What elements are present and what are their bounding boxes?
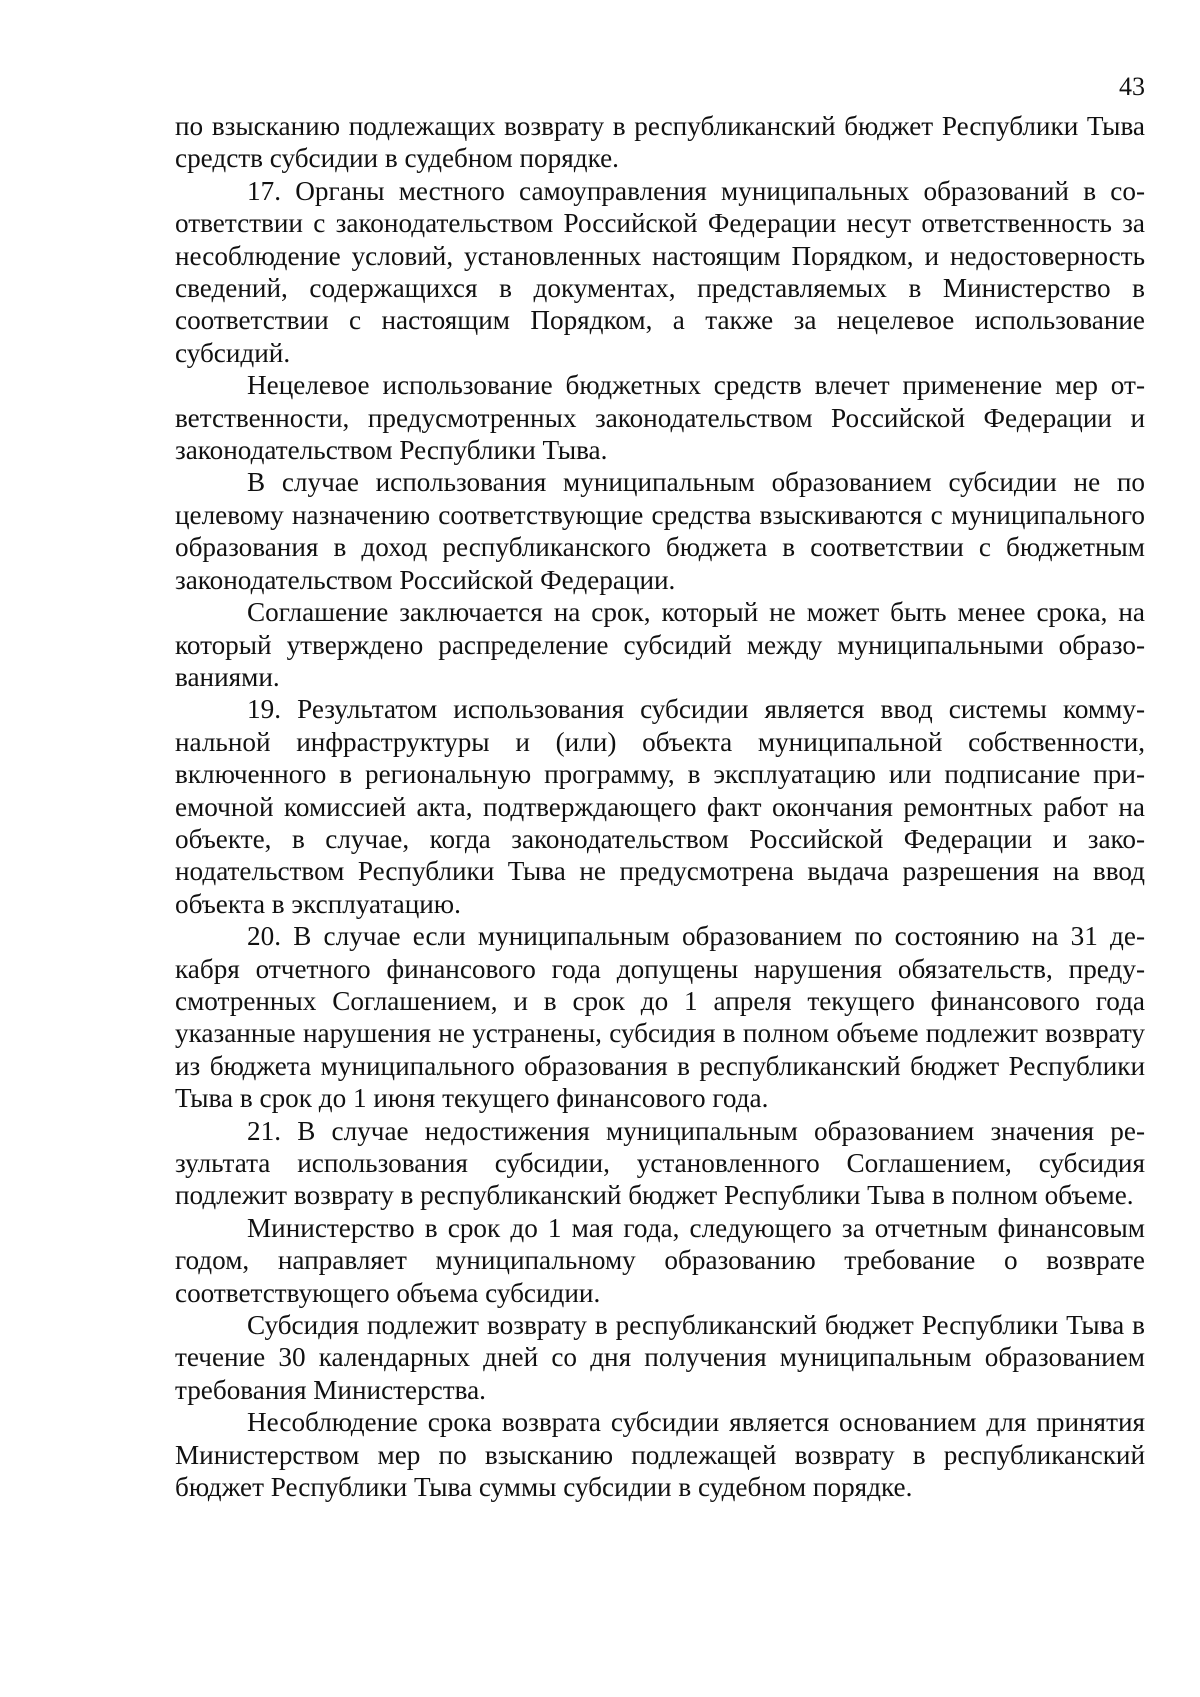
paragraph-continuation: по взысканию подлежащих возврату в республиканский бюджет Республики Тыва средств субсидии в судебном порядке. [175,111,1145,174]
paragraph-item-21: 21. В случае недостижения муниципальным образованием значения результата использования субсидии, установленного Соглашением, субсидия подлежит возврату в республиканский бюджет Республики Тыва в полном объеме. [175,1115,1145,1211]
paragraph-item-17: 17. Органы местного самоуправления муниципальных образований в соответствии с законодательством Российской Федерации несут ответственность за несоблюдение условий, установленных настоящим Порядком, и недостоверность сведений, содержащихся в документах, представляемых в Министерство в соответствии с настоящим Порядком, а также за нецелевое использование субсидий. [175,175,1145,368]
paragraph-misuse-liability: Нецелевое использование бюджетных средств влечет применение мер ответственности, предусмотренных законодательством Российской Федерации и законодательством Республики Тыва. [175,370,1145,466]
document-body [175,110,1145,1503]
paragraph-agreement-term: Соглашение заключается на срок, который не может быть менее срока, на который утверждено распределение субсидий между муниципальными образованиями. [175,597,1145,692]
page-number: 43 [1119,72,1145,101]
paragraph-item-19: 19. Результатом использования субсидии является ввод системы коммунальной инфраструктуры и (или) объекта муниципальной собственности, включенного в региональную программу, в эксплуатацию или подписание приемочной комиссией акта, подтверждающего факт окончания ремонтных работ на объекте, в случае, когда законодательством Российской Федерации и законодательством Республики Тыва не предусмотрена выдача разрешения на ввод объекта в эксплуатацию. [175,694,1145,919]
paragraph-misuse-recovery: В случае использования муниципальным образованием субсидии не по целевому назначению соответствующие средства взыскиваются с муниципального образования в доход республиканского бюджета в соответствии с бюджетным законодательством Российской Федерации. [175,467,1145,595]
paragraph-ministry-demand: Министерство в срок до 1 мая года, следующего за отчетным финансовым годом, направляет муниципальному образованию требование о возврате соответствующего объема субсидии. [175,1212,1145,1308]
paragraph-noncompliance: Несоблюдение срока возврата субсидии является основанием для принятия Министерством мер по взысканию подлежащей возврату в республиканский бюджет Республики Тыва суммы субсидии в судебном порядке. [175,1407,1145,1503]
paragraph-item-20: 20. В случае если муниципальным образованием по состоянию на 31 декабря отчетного финансового года допущены нарушения обязательств, предусмотренных Соглашением, и в срок до 1 апреля текущего финансового года указанные нарушения не устранены, субсидия в полном объеме подлежит возврату из бюджета муниципального образования в республиканский бюджет Республики Тыва в срок до 1 июня текущего финансового года. [175,921,1145,1114]
paragraph-return-deadline: Субсидия подлежит возврату в республиканский бюджет Республики Тыва в течение 30 календарных дней со дня получения муниципальным образованием требования Министерства. [175,1310,1145,1405]
